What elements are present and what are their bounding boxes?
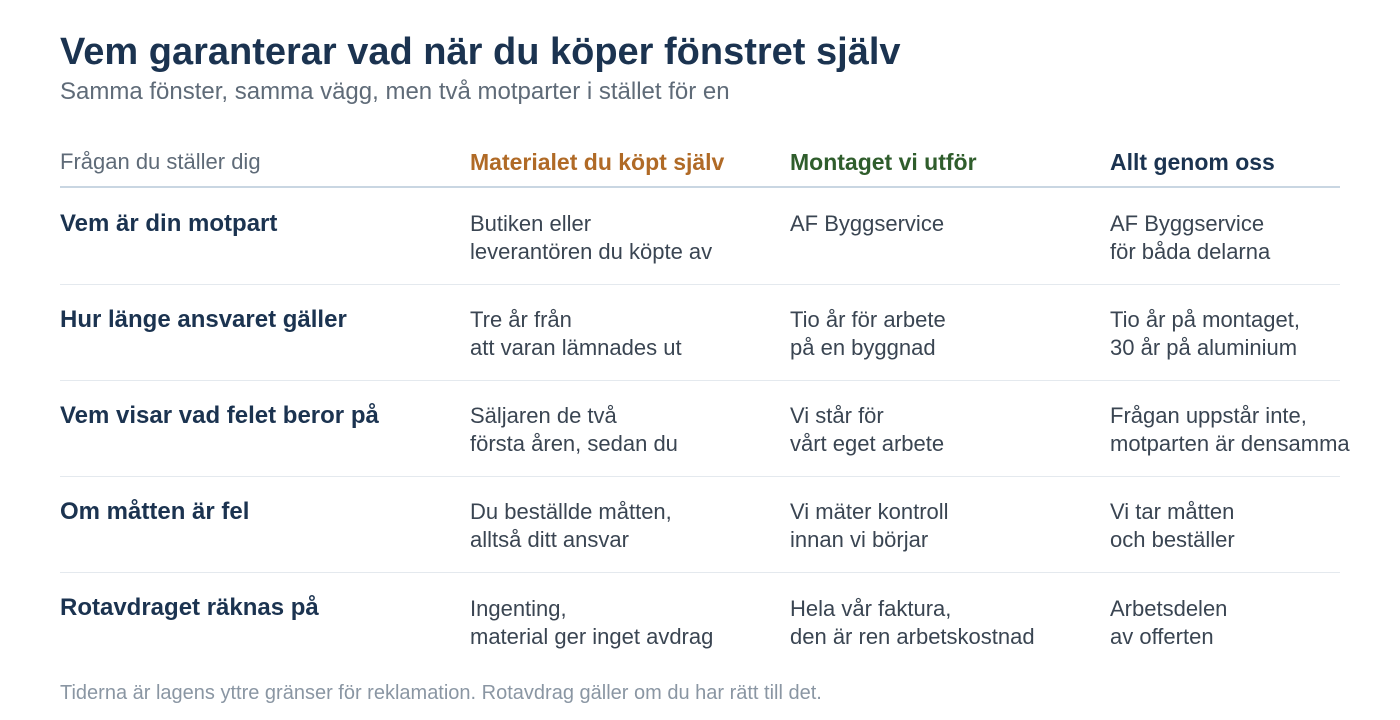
row-question: Hur länge ansvaret gäller [60,306,347,333]
column-header-all: Allt genom oss [1110,149,1275,175]
cell-montage [790,306,946,362]
table-row [60,476,1340,573]
table-row [60,572,1340,668]
cell-line: Frågan uppstår inte, [1110,403,1307,428]
cell-montage [790,210,944,238]
footnote: Tiderna är lagens yttre gränser för reklamation. Rotavdrag gäller om du har rätt till det. [60,682,822,704]
cell-line: av offerten [1110,624,1214,649]
cell-line: material ger inget avdrag [470,624,714,649]
cell-line: innan vi börjar [790,527,929,552]
column-header-question: Frågan du ställer dig [60,149,261,174]
row-question: Rotavdraget räknas på [60,594,319,621]
row-question: Om måtten är fel [60,498,250,525]
table-row [60,188,1340,285]
cell-montage [790,595,1035,651]
cell-all [1110,210,1270,266]
cell-line: AF Byggservice [1110,211,1265,236]
cell-line: Tre år från [470,307,572,332]
cell-montage [790,402,944,458]
cell-line: vårt eget arbete [790,431,945,456]
cell-line: att varan lämnades ut [470,335,682,360]
cell-all [1110,402,1350,458]
cell-line: Hela vår faktura, [790,596,952,621]
row-question: Vem är din motpart [60,210,278,237]
cell-line: Du beställde måtten, [470,499,672,524]
row-question: Vem visar vad felet beror på [60,402,379,429]
cell-line: på en byggnad [790,335,936,360]
cell-line: Säljaren de två [470,403,617,428]
page-title: Vem garanterar vad när du köper fönstret själv [60,31,901,73]
cell-material [470,210,712,266]
cell-line: AF Byggservice [790,211,945,236]
column-header-montage: Montaget vi utför [790,149,977,175]
cell-line: Butiken eller [470,211,592,236]
cell-all [1110,595,1227,651]
cell-material [470,306,682,362]
cell-line: för båda delarna [1110,239,1271,264]
cell-line: Arbetsdelen [1110,596,1228,621]
cell-line: Vi tar måtten [1110,499,1235,524]
cell-line: Tio år på montaget, [1110,307,1300,332]
cell-line: motparten är densamma [1110,431,1350,456]
table-header [60,146,1340,188]
cell-material [470,595,713,651]
column-header-material: Materialet du köpt själv [470,149,725,175]
cell-line: Vi står för [790,403,884,428]
table-row [60,284,1340,381]
page-subtitle: Samma fönster, samma vägg, men två motparter i stället för en [60,78,730,105]
cell-all [1110,498,1235,554]
cell-line: Vi mäter kontroll [790,499,949,524]
table-row [60,380,1350,477]
cell-line: alltså ditt ansvar [470,527,629,552]
cell-line: och beställer [1110,527,1235,552]
cell-line: den är ren arbetskostnad [790,624,1035,649]
cell-line: Ingenting, [470,596,567,621]
cell-line: Tio år för arbete [790,307,946,332]
cell-montage [790,498,949,554]
cell-material [470,498,672,554]
cell-material [470,402,678,458]
cell-line: första åren, sedan du [470,431,678,456]
cell-line: 30 år på aluminium [1110,335,1298,360]
cell-line: leverantören du köpte av [470,239,713,264]
cell-all [1110,306,1300,362]
